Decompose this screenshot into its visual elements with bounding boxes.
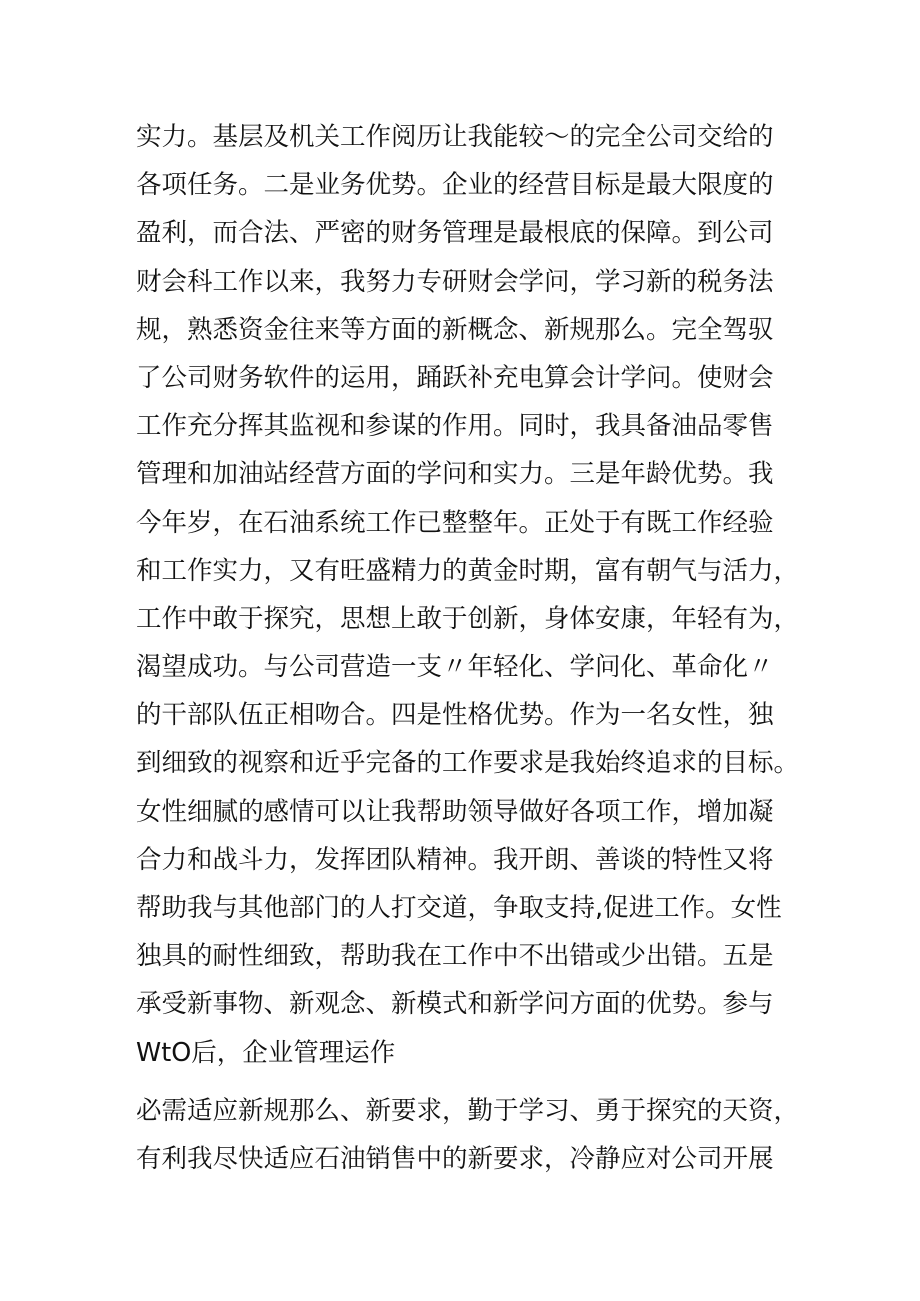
text-line: 有利我尽快适应石油销售中的新要求，冷静应对公司开展 <box>136 1144 774 1175</box>
text-line: 今年岁，在石油系统工作已整整年。正处于有既工作经验 <box>136 507 774 538</box>
text-line: 女性细腻的感情可以让我帮助领导做好各项工作，增加凝 <box>136 796 774 827</box>
text-line: 和工作实力，又有旺盛精力的黄金时期，富有朝气与活力， <box>136 555 800 586</box>
text-line: 到细致的视察和近乎完备的工作要求是我始终追求的目标。 <box>136 748 800 779</box>
paragraph-2 <box>136 1087 800 1183</box>
text-line: 盈利，而合法、严密的财务管理是最根底的保障。到公司 <box>136 218 774 249</box>
text-line: 实力。基层及机关工作阅历让我能较〜的完全公司交给的 <box>136 122 774 152</box>
text-line: 财会科工作以来，我努力专研财会学问，学习新的税务法 <box>136 266 774 297</box>
text-line: 合力和战斗力，发挥团队精神。我开朗、善谈的特性又将 <box>136 844 774 875</box>
text-line: 的干部队伍正相吻合。四是性格优势。作为一名女性，独 <box>136 700 774 731</box>
text-line: 了公司财务软件的运用，踊跃补充电算会计学问。使财会 <box>136 362 774 393</box>
text-line: 承受新事物、新观念、新模式和新学问方面的优势。参与 <box>136 989 774 1020</box>
text-line: WtO后，企业管理运作 <box>136 1037 396 1068</box>
text-line: 渴望成功。与公司营造一支〃年轻化、学问化、革命化〃 <box>136 652 774 683</box>
text-line: 工作充分挥其监视和参谋的作用。同时，我具备油品零售 <box>136 411 774 442</box>
text-line: 各项任务。二是业务优势。企业的经营目标是最大限度的 <box>136 170 774 201</box>
text-line: 工作中敢于探究，思想上敢于创新，身体安康，年轻有为， <box>136 603 800 634</box>
text-line: 规，熟悉资金往来等方面的新概念、新规那么。完全驾驭 <box>136 314 774 345</box>
text-line: 管理和加油站经营方面的学问和实力。三是年龄优势。我 <box>136 459 774 490</box>
text-line: 帮助我与其他部门的人打交道，争取支持,促进工作。女性 <box>136 893 782 923</box>
paragraph-1 <box>136 113 800 1077</box>
text-line: 必需适应新规那么、新要求，勤于学习、勇于探究的天资， <box>136 1096 800 1126</box>
text-line: 独具的耐性细致，帮助我在工作中不出错或少出错。五是 <box>136 941 774 972</box>
